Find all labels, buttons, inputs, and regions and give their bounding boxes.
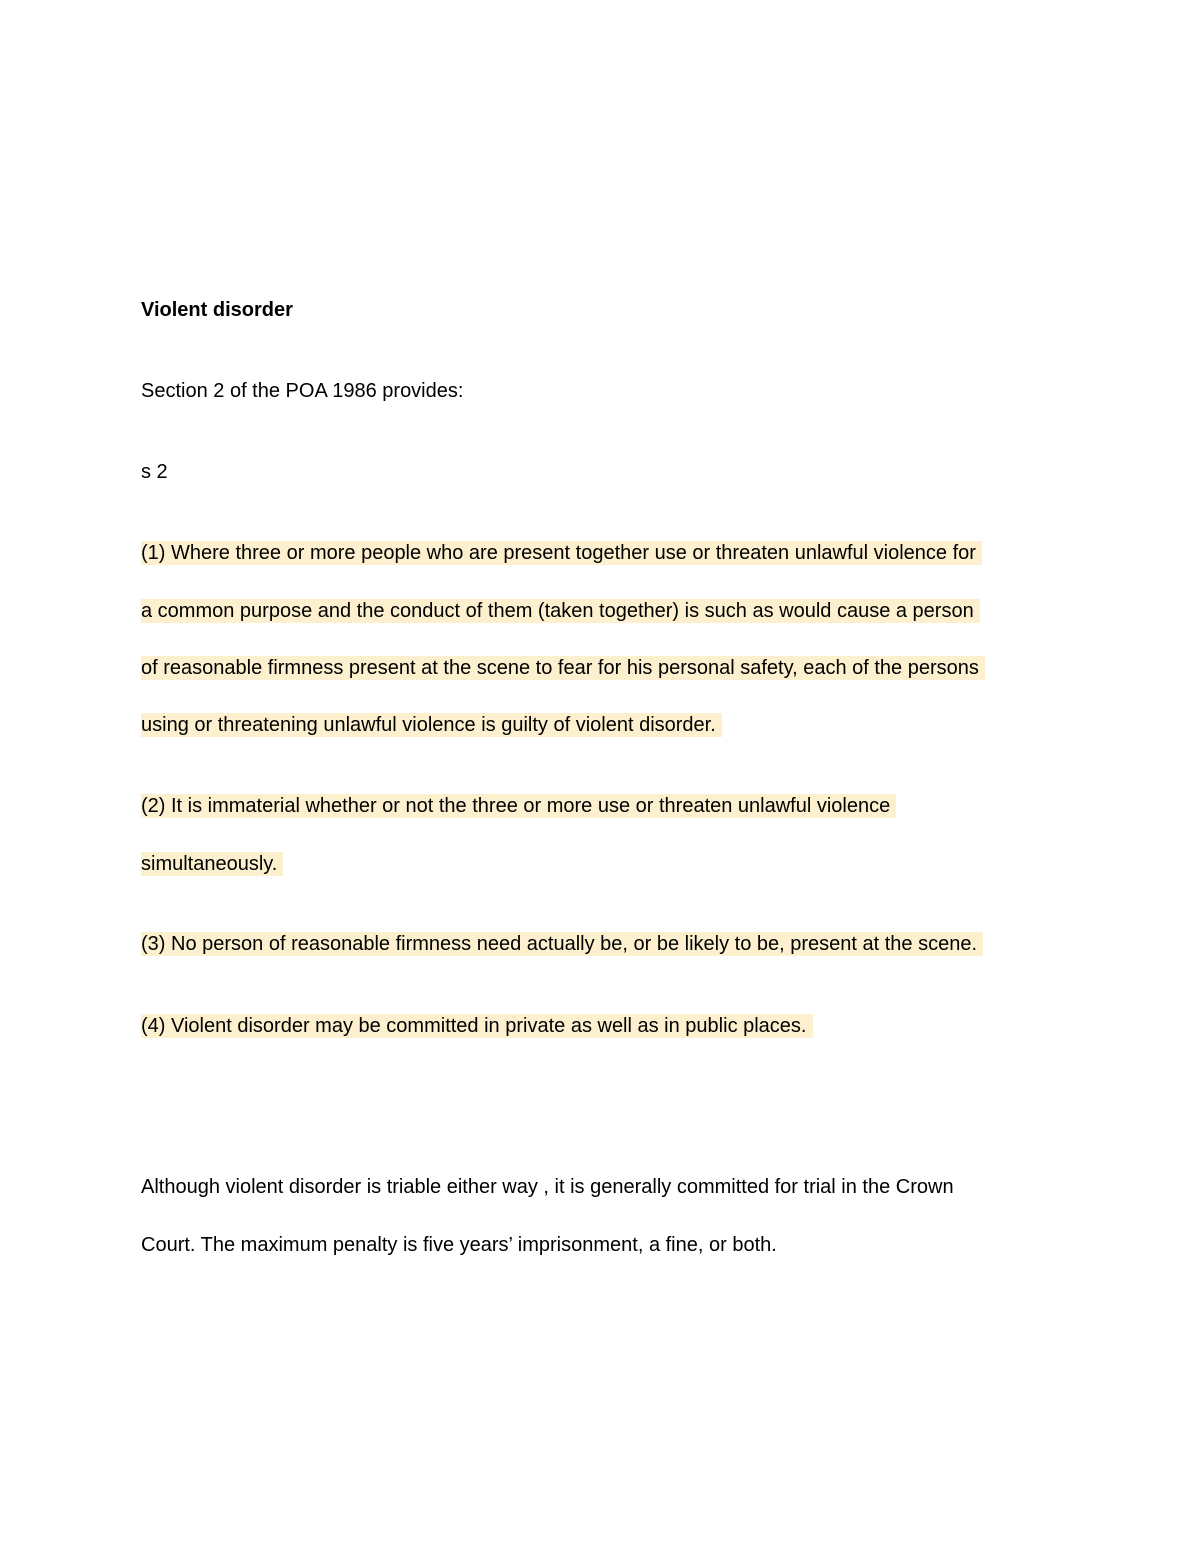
subsection-1-line-4 — [141, 712, 722, 738]
closing-paragraph-line-2: Court. The maximum penalty is five years’ imprisonment, a fine, or both. — [141, 1234, 777, 1256]
subsection-2-line-2 — [141, 851, 283, 877]
highlighted-text: (2) It is immaterial whether or not the three or more use or threaten unlawful violence — [141, 794, 896, 818]
subsection-1-line-1 — [141, 540, 982, 566]
subsection-1-line-3 — [141, 655, 985, 681]
intro-text: Section 2 of the POA 1986 provides: — [141, 380, 464, 402]
highlighted-text: of reasonable firmness present at the scene to fear for his personal safety, each of the persons — [141, 656, 985, 680]
subsection-3-line-1 — [141, 931, 983, 957]
highlighted-text: a common purpose and the conduct of them (taken together) is such as would cause a person — [141, 599, 980, 623]
subsection-2-line-1 — [141, 793, 896, 819]
section-reference: s 2 — [141, 461, 168, 483]
highlighted-text: (4) Violent disorder may be committed in private as well as in public places. — [141, 1014, 813, 1038]
highlighted-text: simultaneously. — [141, 852, 283, 876]
highlighted-text: using or threatening unlawful violence is guilty of violent disorder. — [141, 713, 722, 737]
closing-paragraph-line-1: Although violent disorder is triable either way , it is generally committed for trial in the Crown — [141, 1176, 954, 1198]
subsection-1-line-2 — [141, 598, 980, 624]
document-title: Violent disorder — [141, 299, 293, 321]
highlighted-text: (3) No person of reasonable firmness need actually be, or be likely to be, present at the scene. — [141, 932, 983, 956]
highlighted-text: (1) Where three or more people who are present together use or threaten unlawful violence for — [141, 541, 982, 565]
subsection-4-line-1 — [141, 1013, 813, 1039]
